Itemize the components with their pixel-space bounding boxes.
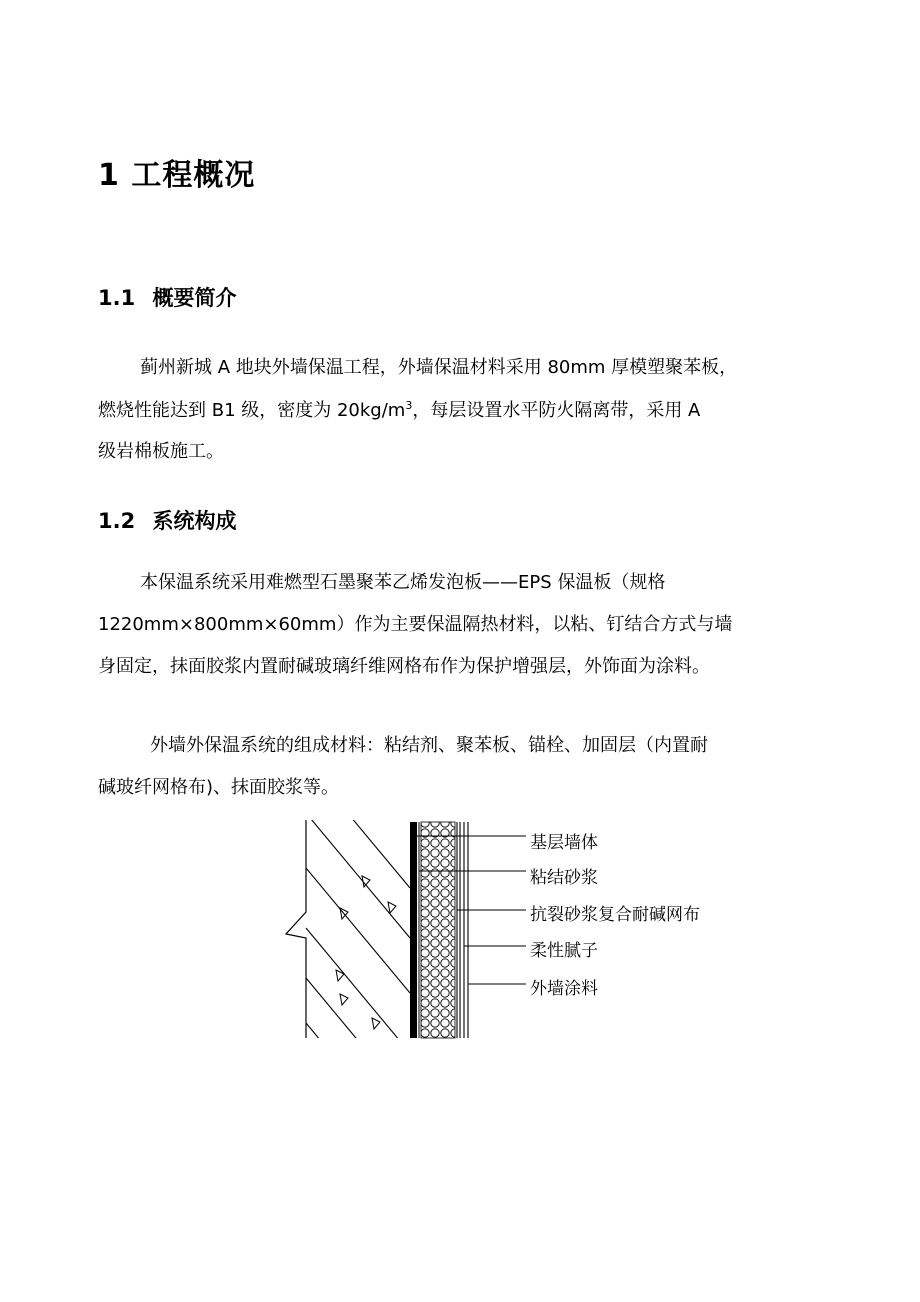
- label-base-wall: 基层墙体: [530, 833, 598, 853]
- label-exterior-paint: 外墙涂料: [530, 979, 598, 999]
- subsection-heading-system: [98, 505, 237, 535]
- system-line-2: 1220mm×800mm×60mm）作为主要保温隔热材料，以粘、钉结合方式与墙: [98, 614, 733, 635]
- materials-line-2: 碱玻纤网格布)、抹面胶浆等。: [98, 777, 340, 798]
- overview-line-2-text-end: ，每层设置水平防火隔离带，采用 A: [412, 400, 701, 421]
- subsection-number: 1.1: [98, 286, 136, 310]
- overview-line-1: 蓟州新城 A 地块外墙保温工程，外墙保温材料采用 80mm 厚模塑聚苯板，: [140, 357, 738, 378]
- section-number: 1: [98, 158, 120, 193]
- wall-section-diagram: [280, 818, 700, 1047]
- subsection-title: 系统构成: [152, 509, 237, 533]
- section-title: 工程概况: [131, 158, 256, 193]
- label-flexible-putty: 柔性腻子: [530, 941, 598, 961]
- overview-line-3: 级岩棉板施工。: [98, 441, 224, 462]
- subsection-heading-overview: [98, 282, 237, 312]
- base-wall: [286, 818, 410, 1043]
- superscript-three: 3: [405, 399, 413, 412]
- overview-line-2: [98, 399, 700, 423]
- subsection-title: 概要简介: [152, 286, 237, 310]
- eps-insulation-board: [421, 822, 455, 1038]
- label-anti-crack-mortar: 抗裂砂浆复合耐碱网布: [530, 905, 700, 925]
- wall-section-drawing: [280, 818, 700, 1043]
- overview-line-2-text: 燃烧性能达到 B1 级，密度为 20kg/m: [98, 400, 406, 421]
- label-adhesive-mortar: 粘结砂浆: [530, 868, 598, 888]
- subsection-number: 1.2: [98, 509, 136, 533]
- adhesive-mortar-layer: [410, 822, 419, 1038]
- materials-line-1: 外墙外保温系统的组成材料：粘结剂、聚苯板、锚栓、加固层（内置耐: [150, 735, 708, 756]
- section-heading: [98, 150, 255, 194]
- system-line-3: 身固定，抹面胶浆内置耐碱玻璃纤维网格布作为保护增强层，外饰面为涂料。: [98, 656, 710, 677]
- system-line-1: 本保温系统采用难燃型石墨聚苯乙烯发泡板——EPS 保温板（规格: [140, 572, 666, 593]
- finish-layers: [457, 822, 468, 1038]
